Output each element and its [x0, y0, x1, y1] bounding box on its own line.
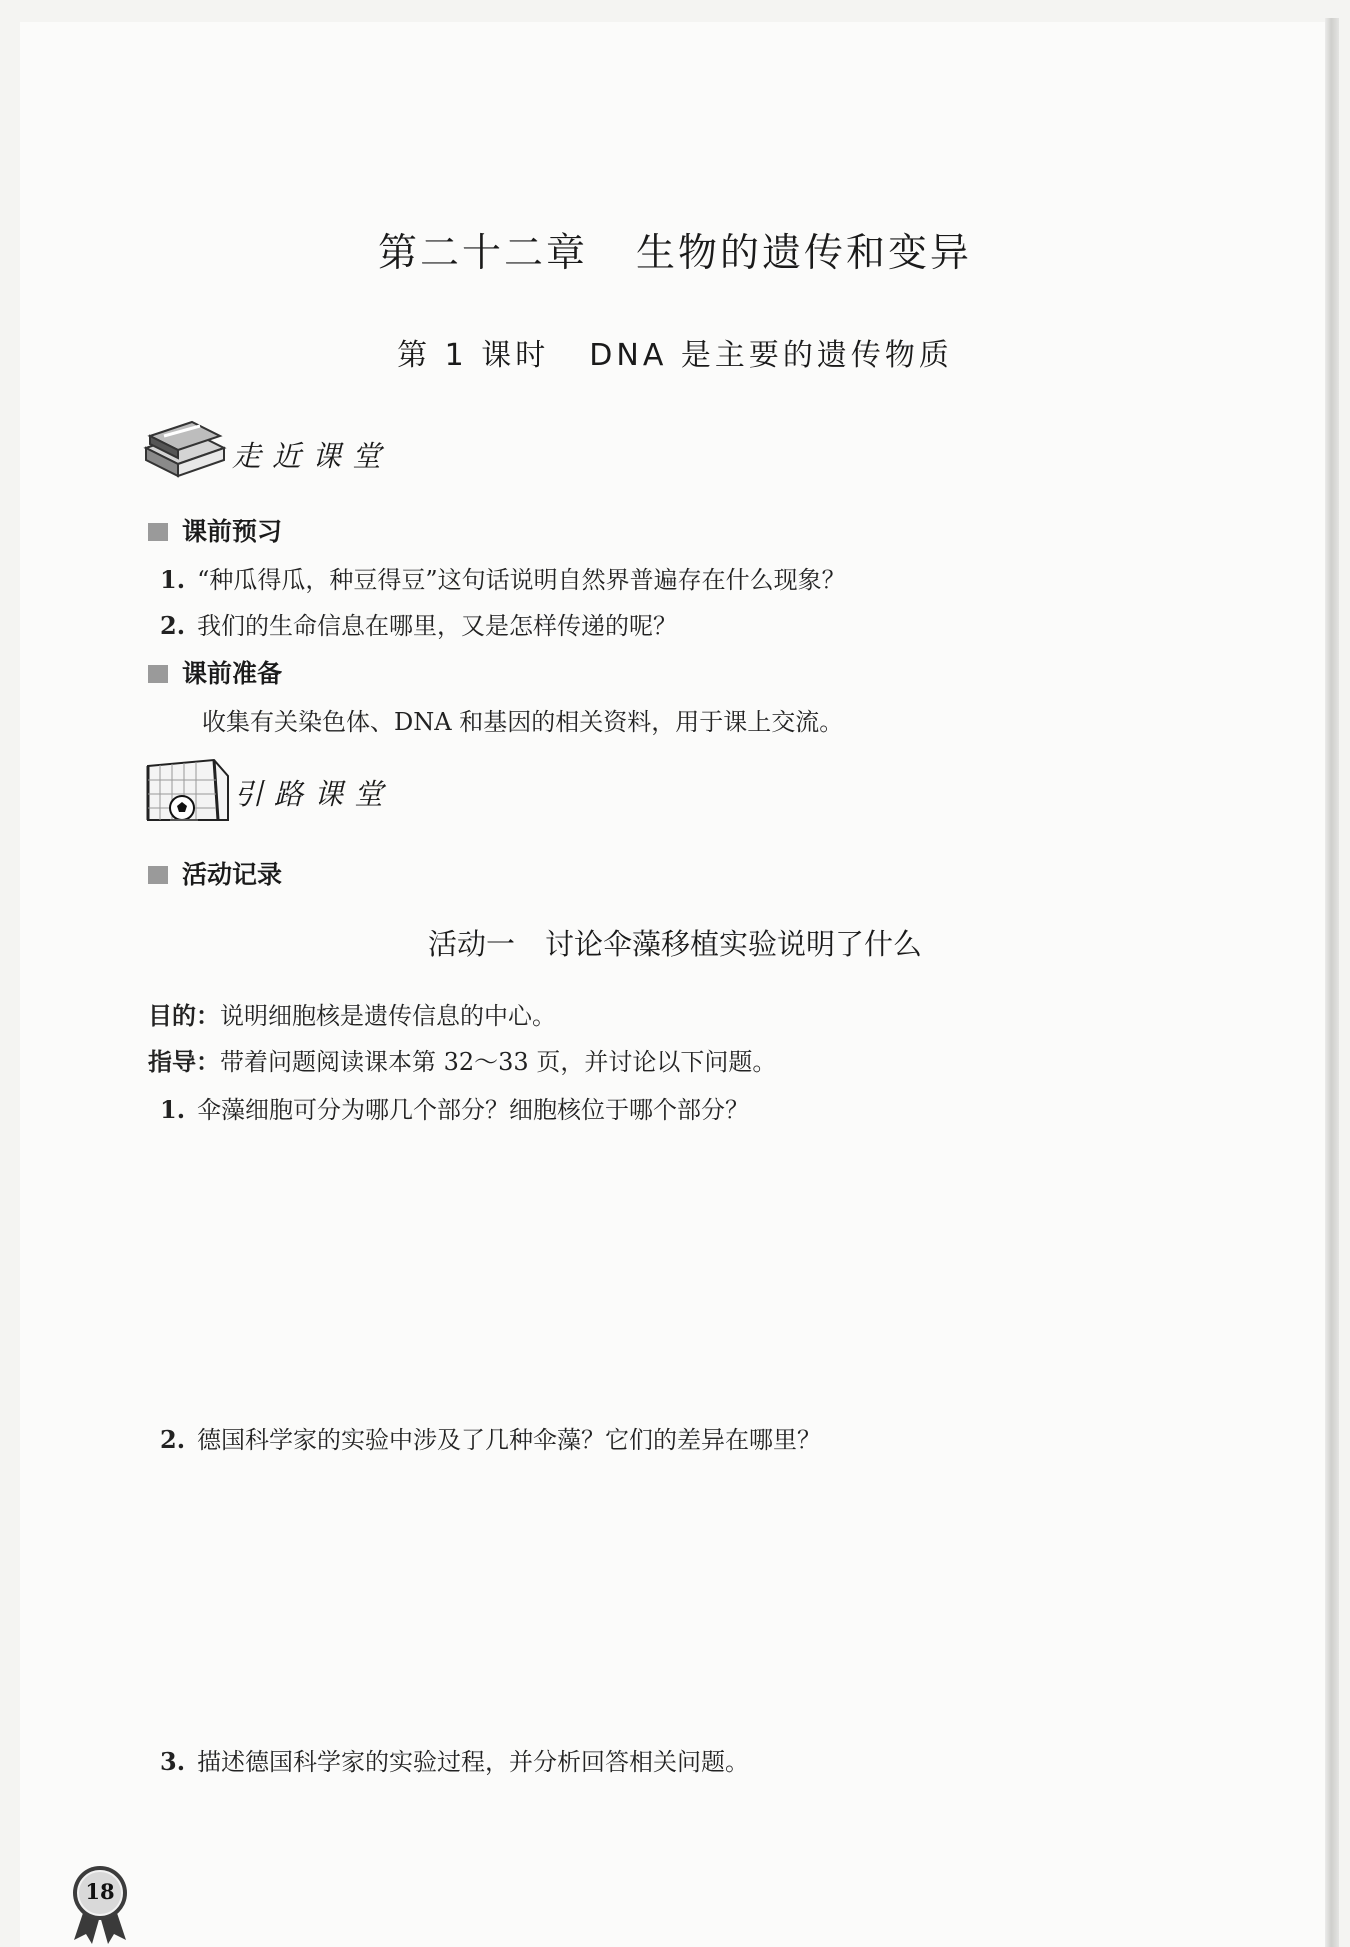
heading-activity-record-label: 活动记录 — [182, 860, 283, 889]
soccer-goal-icon — [142, 756, 232, 826]
chapter-title — [0, 222, 1350, 278]
question-item — [160, 1090, 749, 1125]
question-text: 德国科学家的实验中涉及了几种伞藻？它们的差异在哪里？ — [197, 1426, 822, 1454]
lesson-number: 第 1 课时 — [397, 338, 550, 373]
books-icon — [140, 418, 230, 488]
answer-area[interactable] — [150, 1787, 1150, 1857]
heading-activity-record — [148, 855, 282, 891]
page-binding-edge — [1325, 18, 1339, 1947]
page-number: 18 — [85, 1879, 115, 1904]
heading-square-icon — [148, 665, 168, 683]
section-banner-approach — [140, 418, 460, 488]
section-banner-label: 引路课堂 — [234, 777, 395, 811]
lesson-name: DNA 是主要的遗传物质 — [589, 338, 953, 373]
goal-label: 目的： — [148, 1002, 220, 1030]
question-text: 伞藻细胞可分为哪几个部分？细胞核位于哪个部分？ — [197, 1096, 750, 1124]
preview-item — [160, 606, 677, 641]
chapter-number: 第二十二章 — [377, 231, 588, 276]
heading-preparation — [148, 654, 282, 690]
question-text: 描述德国科学家的实验过程，并分析回答相关问题。 — [197, 1748, 750, 1776]
activity-title — [0, 922, 1350, 963]
activity-goal — [148, 996, 556, 1031]
page-number-badge — [70, 1866, 130, 1944]
ribbon-badge-icon — [70, 1866, 130, 1944]
question-number: 3. — [160, 1747, 186, 1776]
item-number: 1. — [160, 565, 186, 594]
preparation-text: 收集有关染色体、DNA 和基因的相关资料，用于课上交流。 — [202, 708, 844, 736]
heading-preview-label: 课前预习 — [182, 517, 283, 546]
guide-label: 指导： — [148, 1048, 220, 1076]
goal-text: 说明细胞核是遗传信息的中心。 — [220, 1002, 556, 1030]
heading-preview — [148, 512, 282, 548]
item-number: 2. — [160, 611, 186, 640]
heading-square-icon — [148, 523, 168, 541]
preview-item — [160, 560, 846, 595]
question-item — [160, 1420, 821, 1455]
activity-number: 活动一 — [427, 927, 515, 961]
lesson-title — [0, 330, 1350, 374]
item-text: “种瓜得瓜，种豆得豆”这句话说明自然界普遍存在什么现象？ — [197, 566, 846, 594]
activity-name: 讨论伞藻移植实验说明了什么 — [545, 927, 923, 961]
heading-square-icon — [148, 866, 168, 884]
question-number: 2. — [160, 1425, 186, 1454]
question-number: 1. — [160, 1095, 186, 1124]
answer-area[interactable] — [150, 1465, 1250, 1725]
guide-text: 带着问题阅读课本第 32～33 页，并讨论以下问题。 — [220, 1048, 777, 1076]
section-banner-guide — [142, 756, 462, 826]
answer-area[interactable] — [150, 1135, 1250, 1395]
heading-preparation-label: 课前准备 — [182, 659, 283, 688]
section-banner-label: 走近课堂 — [232, 439, 393, 473]
activity-guide — [148, 1042, 776, 1077]
chapter-name: 生物的遗传和变异 — [636, 231, 973, 276]
item-text: 我们的生命信息在哪里，又是怎样传递的呢？ — [197, 612, 678, 640]
question-item — [160, 1742, 749, 1777]
